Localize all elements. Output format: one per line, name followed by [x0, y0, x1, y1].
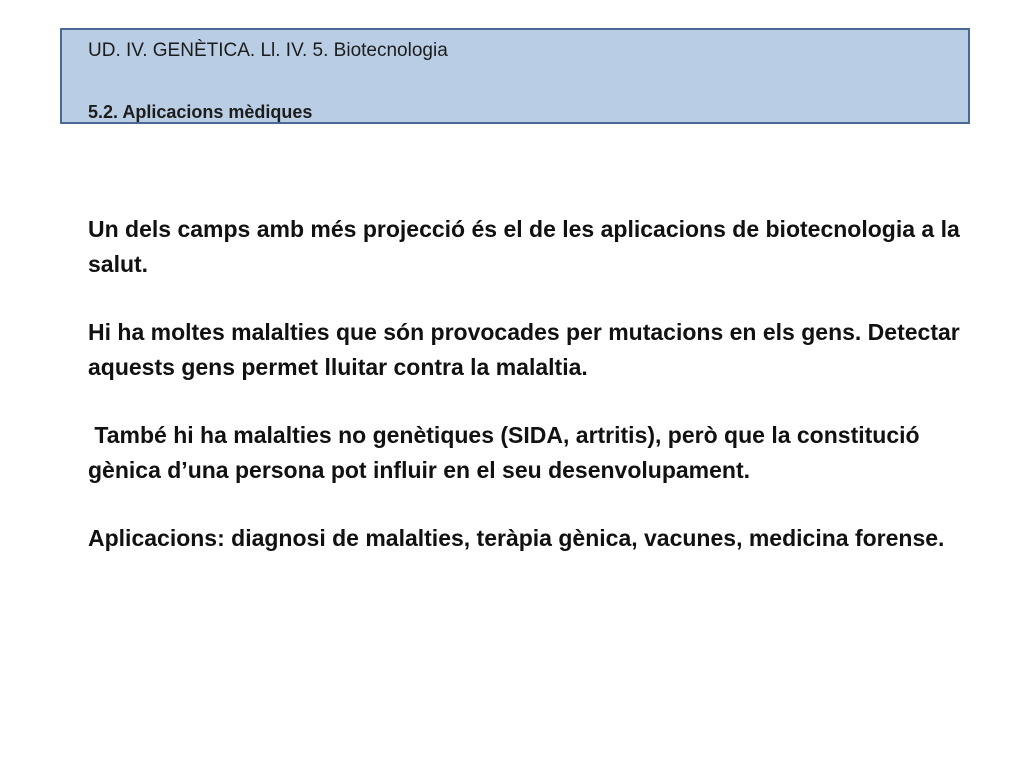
slide-body [88, 212, 968, 589]
slide-header-box [60, 28, 970, 124]
paragraph-non-genetic: També hi ha malalties no genètiques (SIDA, artritis), però que la constitució gènica d’una persona pot influir en el seu desenvolupament. [88, 422, 926, 483]
paragraph-mutations: Hi ha moltes malalties que són provocades per mutacions en els gens. Detectar aquests gens permet lluitar contra la malaltia. [88, 319, 967, 380]
slide-section-title: 5.2. Aplicacions mèdiques [88, 102, 313, 122]
slide-header-title: UD. IV. GENÈTICA. Ll. IV. 5. Biotecnologia [88, 40, 448, 61]
paragraph-intro: Un dels camps amb més projecció és el de les aplicacions de biotecnologia a la salut. [88, 216, 967, 277]
paragraph-applications: Aplicacions: diagnosi de malalties, teràpia gènica, vacunes, medicina forense. [88, 525, 945, 551]
